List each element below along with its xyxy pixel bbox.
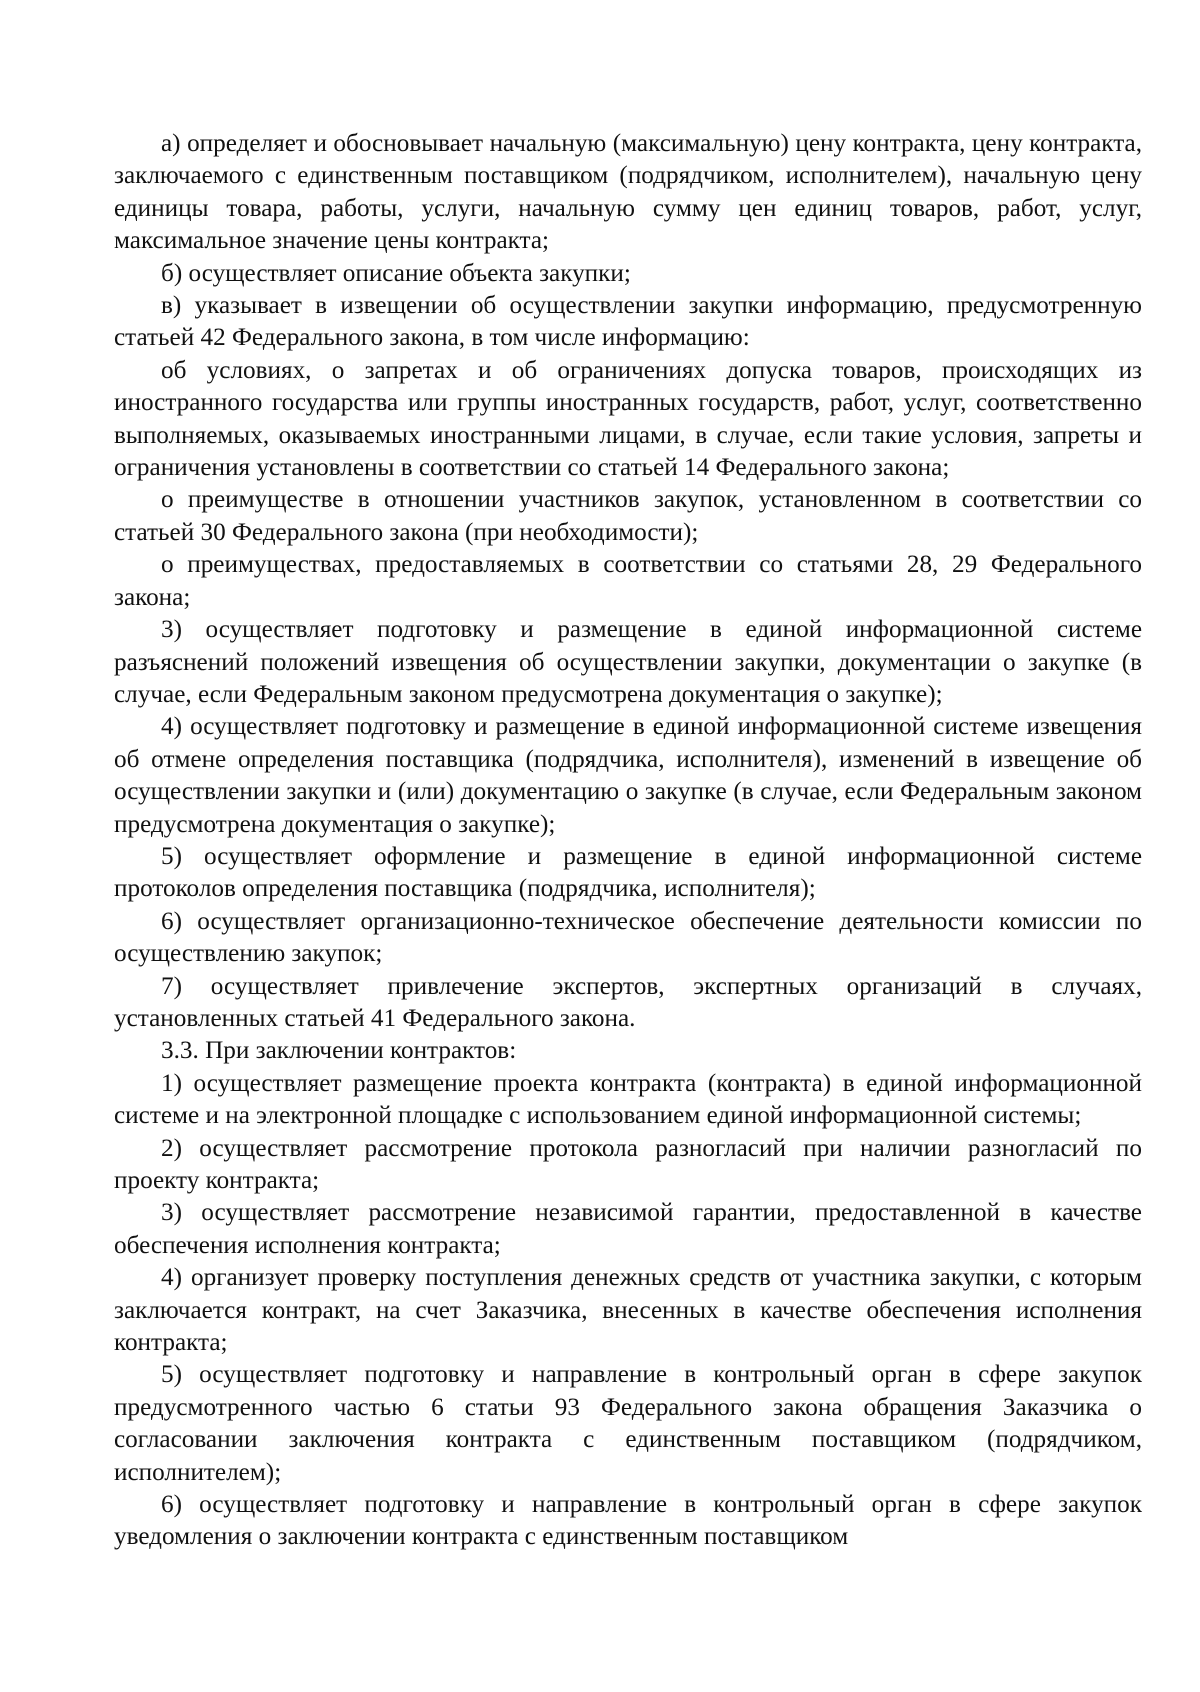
paragraph-a-price: а) определяет и обосновывает начальную (максимальную) цену контракта, цену контракта, заключаемого с единственным поставщиком (подрядчиком, исполнителем), начальную цену единицы товара, работы, услуги, начальную сумму цен единиц товаров, работ, услуг, максимальное значение цены контракта;: [114, 130, 1142, 255]
paragraph-v-notice: в) указывает в извещении об осуществлении закупки информацию, предусмотренную статьей 42 Федерального закона, в том числе информацию:: [114, 292, 1142, 352]
section-heading-3-3: 3.3. При заключении контрактов:: [161, 1037, 517, 1065]
paragraph-contract-item-6: 6) осуществляет подготовку и направление в контрольный орган в сфере закупок уведомления о заключении контракта с единственным поставщиком: [114, 1491, 1142, 1551]
paragraph-contract-item-4: 4) организует проверку поступления денежных средств от участника закупки, с которым заключается контракт, на счет Заказчика, внесенных в качестве обеспечения исполнения контракта;: [114, 1264, 1142, 1357]
paragraph-advantage-art30: о преимуществе в отношении участников закупок, установленном в соответствии со статьей 30 Федерального закона (при необходимости);: [114, 486, 1142, 546]
paragraph-conditions: об условиях, о запретах и об ограничениях допуска товаров, происходящих из иностранного государства или группы иностранных государств, работ, услуг, соответственно выполняемых, оказываемых иностранными лицами, в случае, если такие условия, запреты и ограничения установлены в соответствии со статьей 14 Федерального закона;: [114, 356, 1142, 482]
paragraph-contract-item-5: 5) осуществляет подготовку и направление в контрольный орган в сфере закупок предусмотренного частью 6 статьи 93 Федерального закона обращения Заказчика о согласовании заключения контракта с единственным поставщиком (подрядчиком, исполнителем);: [114, 1361, 1142, 1486]
paragraph-contract-item-3: 3) осуществляет рассмотрение независимой гарантии, предоставленной в качестве обеспечения исполнения контракта;: [114, 1199, 1142, 1259]
paragraph-item-4: 4) осуществляет подготовку и размещение в единой информационной системе извещения об отмене определения поставщика (подрядчика, исполнителя), изменений в извещение об осуществлении закупки и (или) документацию о закупке (в случае, если Федеральным законом предусмотрена документация о закупке);: [114, 713, 1142, 838]
paragraph-contract-item-1: 1) осуществляет размещение проекта контракта (контракта) в единой информационной системе и на электронной площадке с использованием единой информационной системы;: [114, 1069, 1142, 1130]
document-body: [114, 128, 1142, 1554]
paragraph-contract-item-2: 2) осуществляет рассмотрение протокола разногласий при наличии разногласий по проекту контракта;: [114, 1134, 1142, 1194]
paragraph-item-7: 7) осуществляет привлечение экспертов, экспертных организаций в случаях, установленных статьей 41 Федерального закона.: [114, 972, 1142, 1032]
paragraph-b-description: б) осуществляет описание объекта закупки;: [161, 259, 631, 287]
paragraph-item-5: 5) осуществляет оформление и размещение в единой информационной системе протоколов определения поставщика (подрядчика, исполнителя);: [114, 842, 1142, 903]
paragraph-advantages-art28-29: о преимуществах, предоставляемых в соответствии со статьями 28, 29 Федерального закона;: [114, 551, 1142, 611]
paragraph-item-3: 3) осуществляет подготовку и размещение в единой информационной системе разъяснений положений извещения об осуществлении закупки, документации о закупке (в случае, если Федеральным законом предусмотрена документация о закупке);: [114, 616, 1142, 708]
paragraph-item-6: 6) осуществляет организационно-техническое обеспечение деятельности комиссии по осуществлению закупок;: [114, 907, 1142, 968]
